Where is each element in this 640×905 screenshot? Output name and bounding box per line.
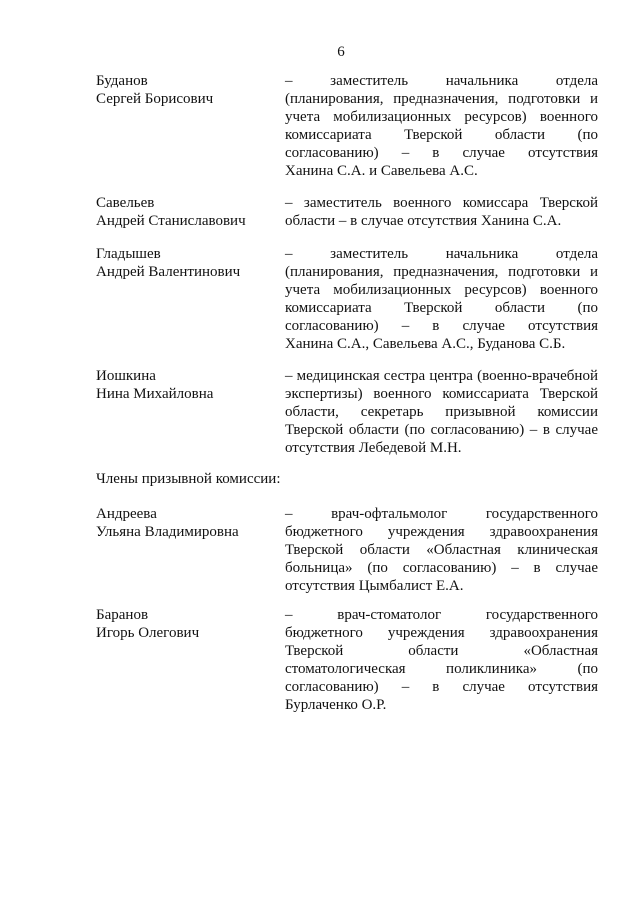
role-line: (планирования, предназначения, подготовки и (285, 91, 598, 107)
person-name (96, 72, 213, 108)
person-given-names: Игорь Олегович (96, 625, 200, 641)
role-line: Бурлаченко О.Р. (285, 697, 387, 713)
role-line: бюджетного учреждения здравоохранения (285, 625, 598, 641)
members-heading: Члены призывной комиссии: (96, 471, 281, 487)
role-line: – врач-стоматолог государственного (285, 607, 598, 623)
person-surname: Андреева (96, 506, 157, 522)
person-role (285, 194, 598, 230)
role-line: Тверской области (по согласованию) – в случае (285, 422, 598, 438)
role-line: отсутствия Лебедевой М.Н. (285, 440, 462, 456)
person-name (96, 505, 239, 541)
role-line: экспертизы) военного комиссариата Тверской (285, 386, 598, 402)
person-surname: Савельев (96, 195, 155, 211)
person-given-names: Сергей Борисович (96, 91, 214, 107)
person-name (96, 194, 246, 230)
person-name (96, 367, 213, 403)
role-line: области – в случае отсутствия Ханина С.А. (285, 213, 562, 229)
person-role (285, 72, 598, 180)
role-line: Ханина С.А. и Савельева А.С. (285, 163, 478, 179)
role-line: учета мобилизационных ресурсов) военного (285, 109, 598, 125)
person-role (285, 245, 598, 353)
role-line: согласованию) – в случае отсутствия (285, 145, 598, 161)
role-line: согласованию) – в случае отсутствия (285, 679, 598, 695)
role-line: – врач-офтальмолог государственного (285, 506, 598, 522)
person-name (96, 245, 240, 281)
role-line: комиссариата Тверской области (по (285, 300, 598, 316)
page-number: 6 (337, 44, 345, 60)
person-surname: Баранов (96, 607, 149, 623)
role-line: (планирования, предназначения, подготовки и (285, 264, 598, 280)
role-line: стоматологическая поликлиника» (по (285, 661, 598, 677)
role-line: – заместитель начальника отдела (285, 73, 598, 89)
role-line: учета мобилизационных ресурсов) военного (285, 282, 598, 298)
person-role (285, 505, 598, 595)
person-given-names: Андрей Станиславович (96, 213, 246, 229)
person-role (285, 606, 598, 714)
role-line: – заместитель начальника отдела (285, 246, 598, 262)
role-line: больница» (по согласованию) – в случае (285, 560, 598, 576)
role-line: – медицинская сестра центра (военно-врачебной (285, 368, 598, 384)
role-line: Тверской области «Областная клиническая (285, 542, 598, 558)
role-line: Ханина С.А., Савельева А.С., Буданова С.Б. (285, 336, 566, 352)
person-name (96, 606, 199, 642)
role-line: Тверской области «Областная (285, 643, 598, 659)
role-line: комиссариата Тверской области (по (285, 127, 598, 143)
person-given-names: Андрей Валентинович (96, 264, 241, 280)
person-given-names: Ульяна Владимировна (96, 524, 239, 540)
role-line: отсутствия Цымбалист Е.А. (285, 578, 464, 594)
role-line: бюджетного учреждения здравоохранения (285, 524, 598, 540)
role-line: согласованию) – в случае отсутствия (285, 318, 598, 334)
person-surname: Иошкина (96, 368, 156, 384)
person-given-names: Нина Михайловна (96, 386, 214, 402)
person-surname: Буданов (96, 73, 148, 89)
person-role (285, 367, 598, 457)
role-line: – заместитель военного комиссара Тверской (285, 195, 598, 211)
person-surname: Гладышев (96, 246, 161, 262)
role-line: области, секретарь призывной комиссии (285, 404, 598, 420)
